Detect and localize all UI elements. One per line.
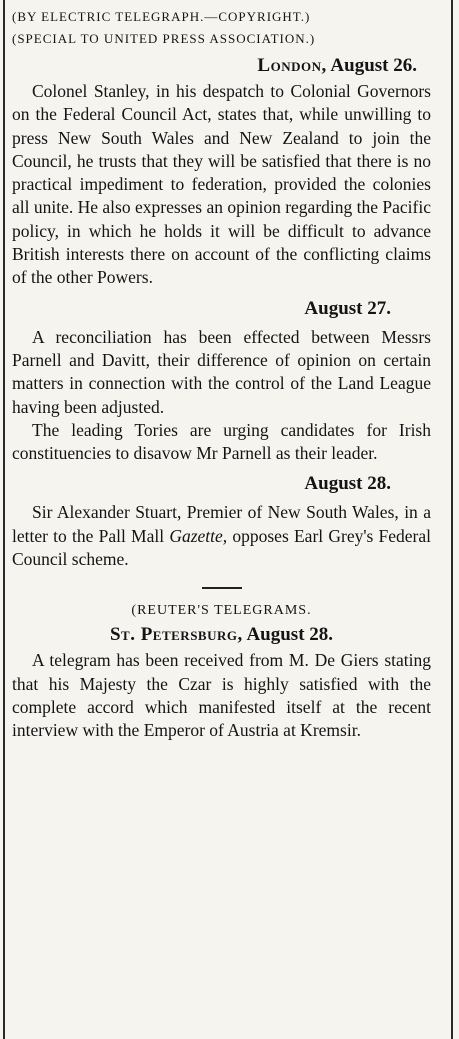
section-divider [202,587,242,589]
column-rule-left [3,0,5,1039]
dateline-date: August 26. [330,55,417,76]
article-parnell-davitt: A reconciliation has been effected between Messrs Parnell and Davitt, their difference of opinion on certain matters in connection with the control of the Land League having been adjusted. [12,326,431,417]
date-august-28: August 28. [304,473,391,495]
article-stanley-despatch: Colonel Stanley, in his despatch to Colonial Governors on the Federal Council Act, states that, while unwilling to press New South Wales and New Zealand to join the Council, he trusts that they will be satisfied that there is no practical impediment to federation, provided the colonies all unite. He also expresses an opinion regarding the Pacific policy, in which he holds it will be difficult to advance British interests there on account of the conflicting claims of the other Powers. [12,81,431,288]
dateline-city: London, [257,55,327,76]
telegraph-credit: (BY ELECTRIC TELEGRAPH.—COPYRIGHT.) [12,9,311,24]
reuter-city: St. Petersburg, [109,624,243,646]
gazette-title: Gazette, [169,525,228,546]
dateline-st-petersburg [12,623,431,647]
press-association-credit: (SPECIAL TO UNITED PRESS ASSOCIATION.) [12,31,316,46]
date-august-27: August 27. [304,297,391,319]
dateline-london [12,54,417,78]
article-czar-telegram: A telegram has been received from M. De Giers stating that his Majesty the Czar is highly satisfied with the complete accord which manifested itself at the recent interview with the Emperor of Austria at Kremsir. [12,650,431,741]
stuart-text-before: Sir Alexander Stuart, Premier of New South Wales, in a letter to the Pall Mall [12,502,431,546]
reuter-credit: (REUTER'S TELEGRAMS. [131,603,312,619]
stuart-text-after: opposes Earl Grey's Federal Council scheme. [12,525,431,570]
article-stuart-letter [12,501,431,571]
column-rule-right [451,0,453,1039]
article-tories: The leading Tories are urging candidates for Irish constituencies to disavow Mr Parnell as their leader. [12,419,431,464]
reuter-date: August 28. [246,624,334,646]
